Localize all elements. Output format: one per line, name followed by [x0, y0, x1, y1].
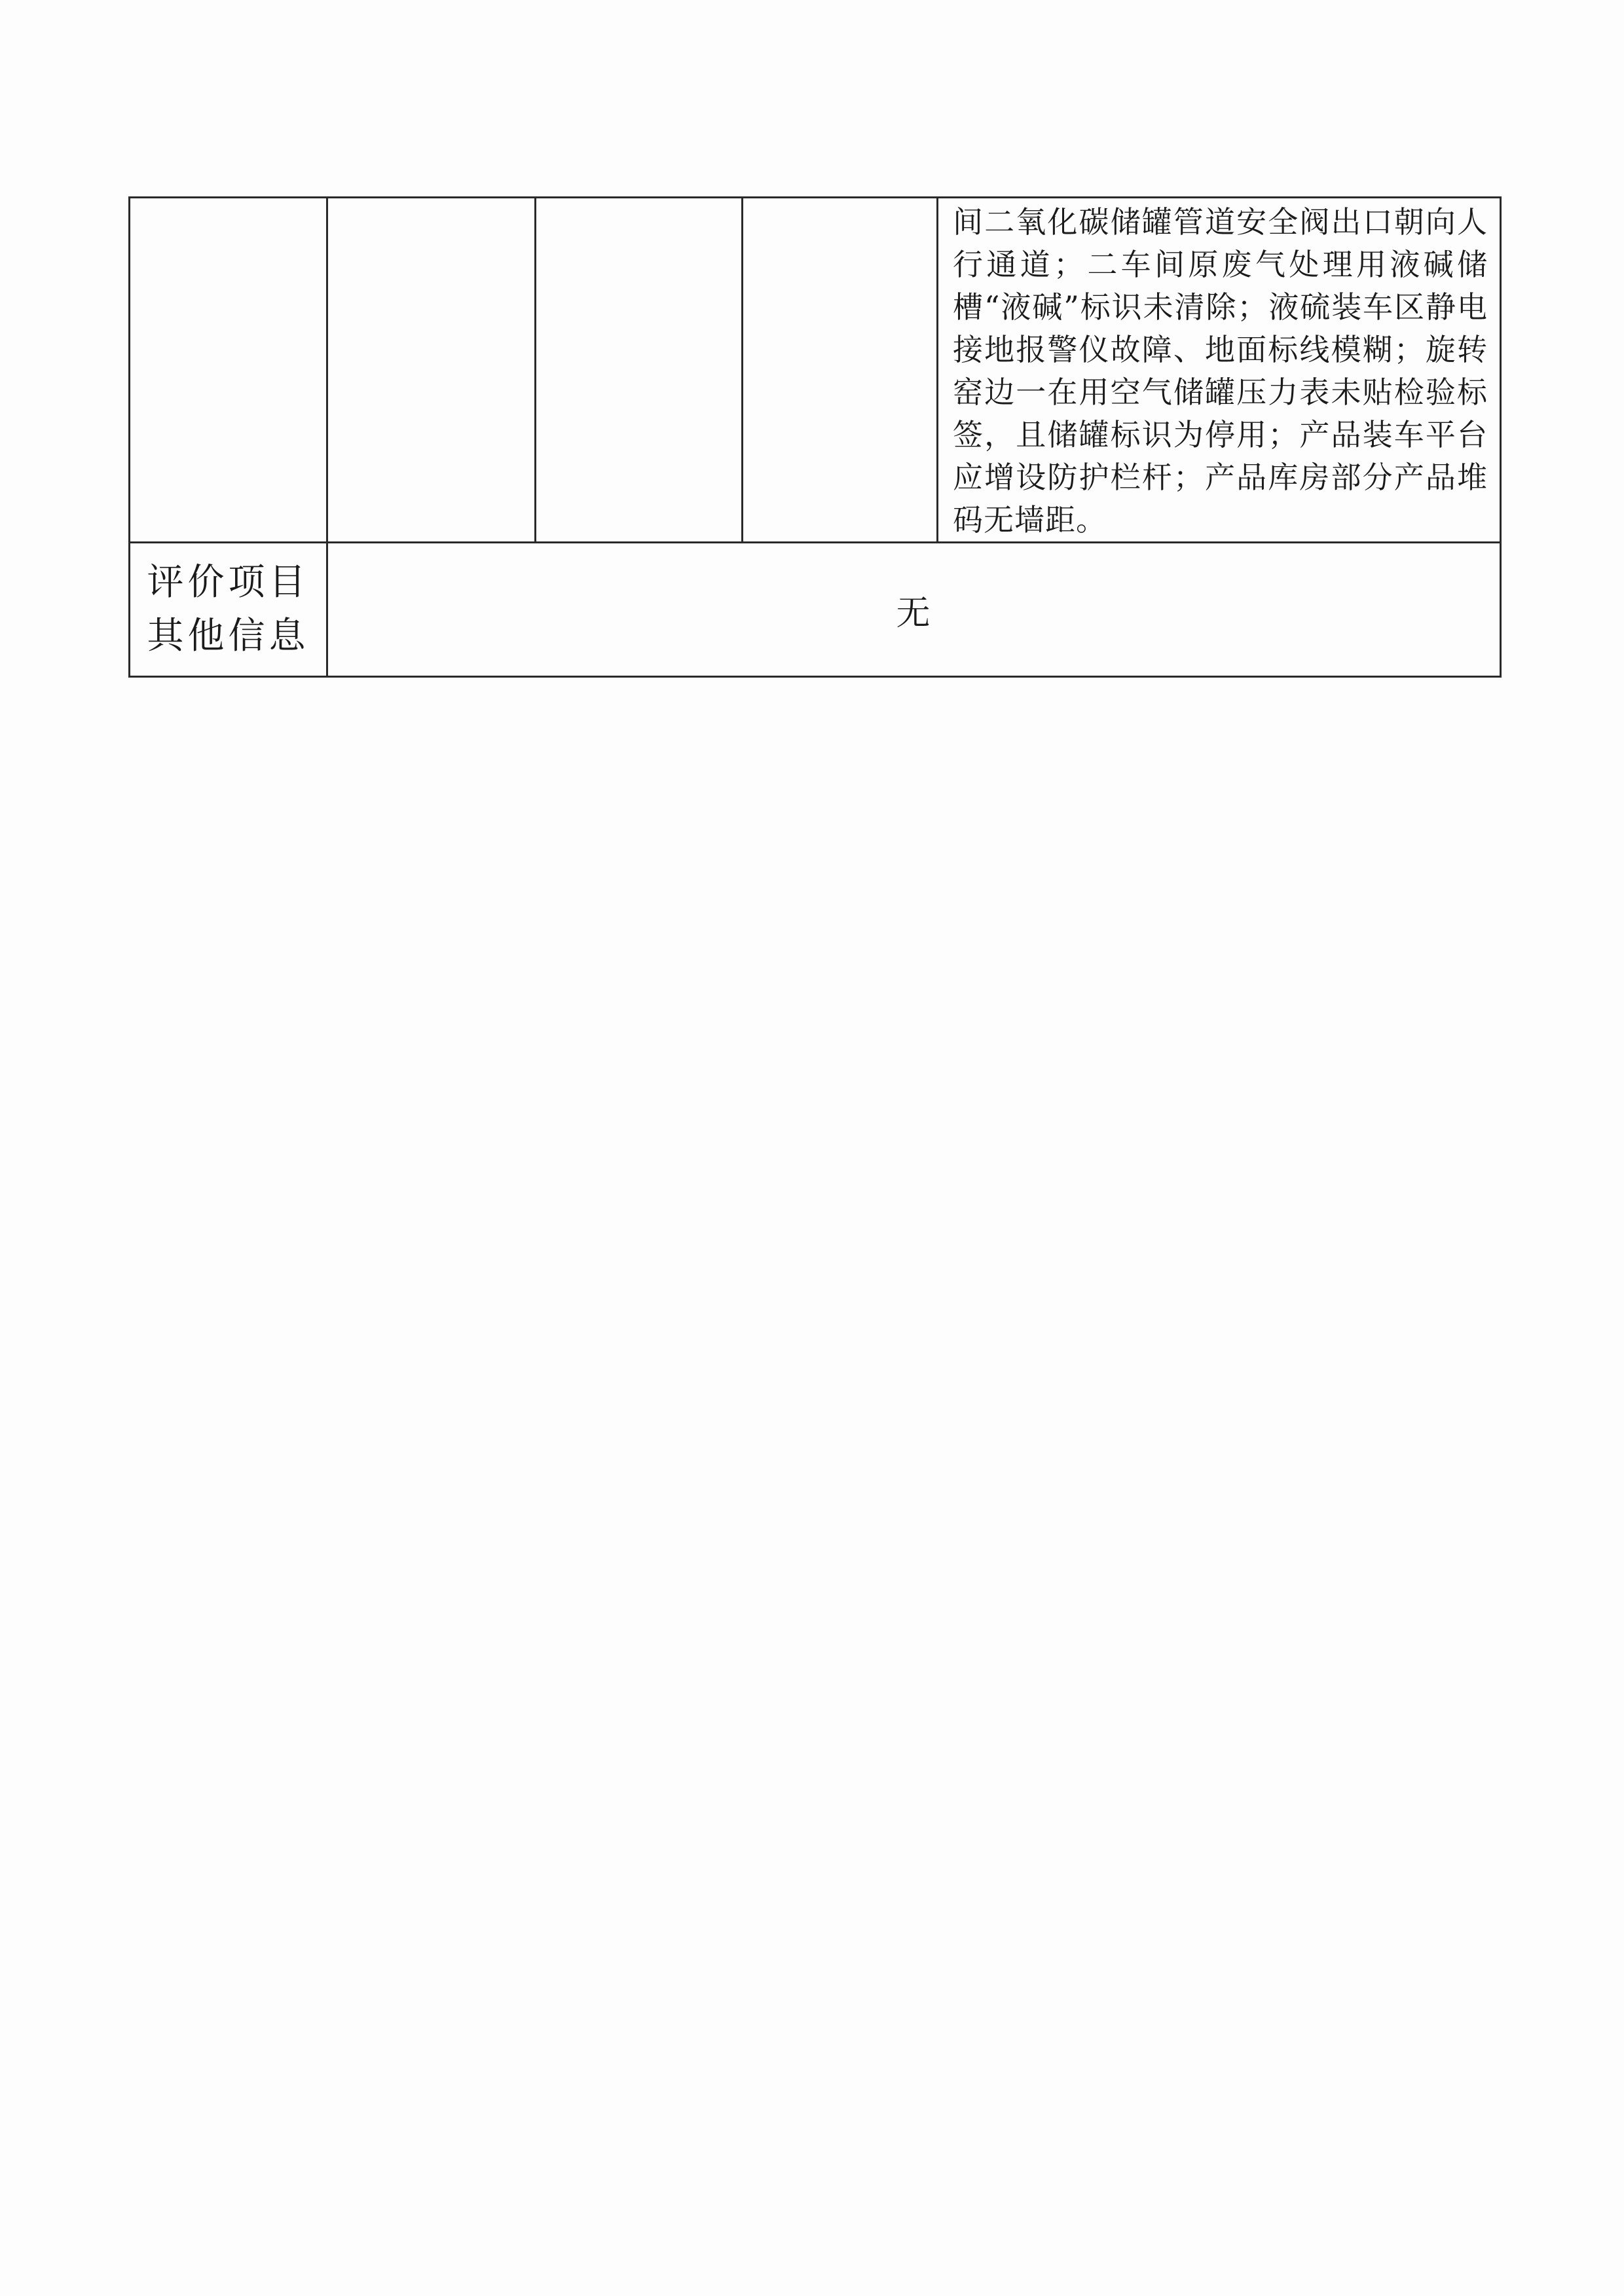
other-info-label-line1: 评价项目 [147, 561, 310, 604]
other-info-value-cell [327, 543, 1501, 677]
table-cell [130, 198, 327, 543]
table-cell [536, 198, 743, 543]
table-row [130, 198, 1501, 543]
evaluation-table [128, 196, 1502, 678]
other-info-label-line2: 其他信息 [147, 615, 310, 657]
other-info-label-cell [130, 543, 327, 677]
other-info-value: 无 [896, 593, 932, 633]
table-cell [743, 198, 938, 543]
other-info-label [130, 549, 326, 670]
findings-cell [938, 198, 1501, 543]
table-cell [327, 198, 536, 543]
table-row [130, 543, 1501, 677]
findings-text: 间二氧化碳储罐管道安全阀出口朝向人行通道；二车间原废气处理用液碱储槽“液碱”标识未清除；液硫装车区静电接地报警仪故障、地面标线模糊；旋转窑边一在用空气储罐压力表未贴检验标签，且储罐标识为停用；产品装车平台应增设防护栏杆；产品库房部分产品堆码无墙距。 [953, 204, 1488, 538]
